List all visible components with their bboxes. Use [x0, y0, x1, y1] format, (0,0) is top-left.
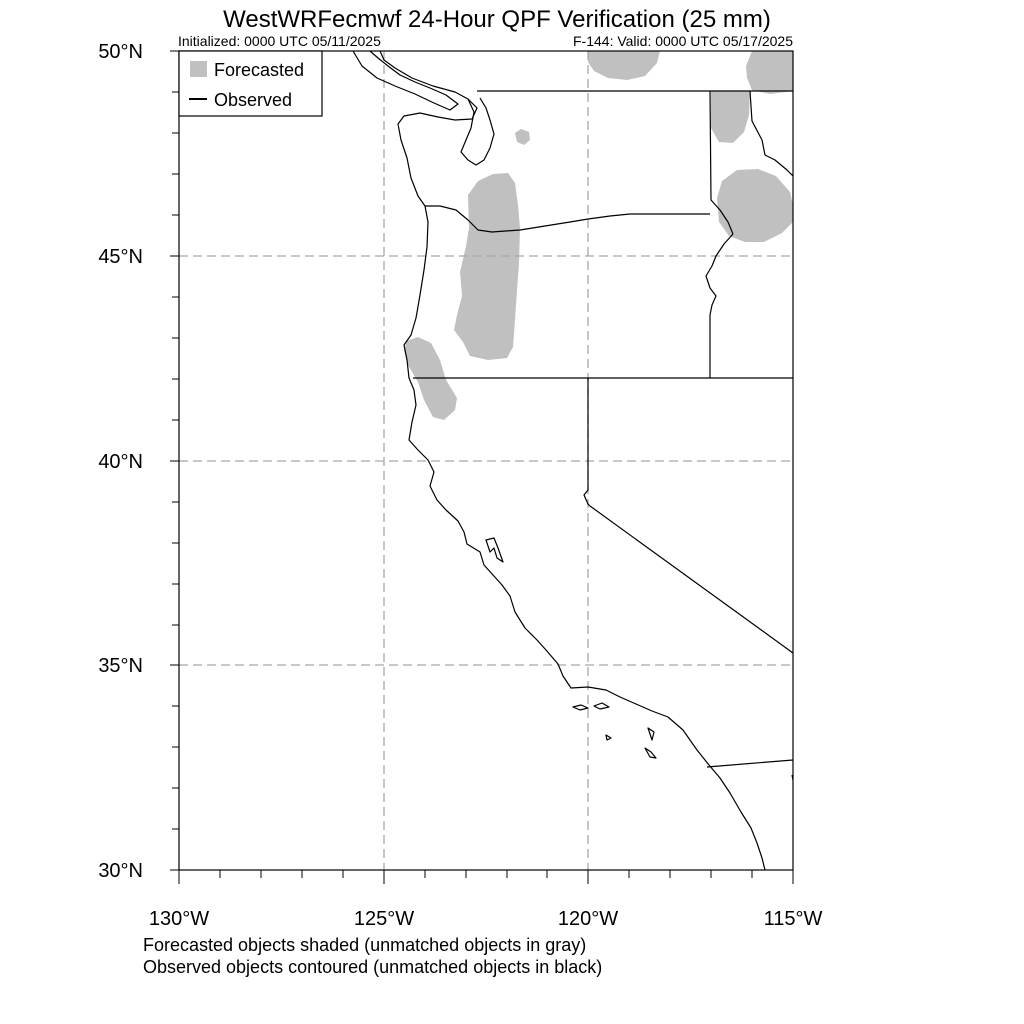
lat-label-35n: 35°N: [98, 655, 143, 677]
forecast-object-idaho: [717, 169, 793, 242]
channel-islands-4: [648, 728, 654, 740]
id-mt-border: [750, 91, 793, 176]
lat-label-45n: 45°N: [98, 246, 143, 268]
forecast-swatch: [190, 61, 207, 77]
footer-line-1: Forecasted objects shaded (unmatched objects in gray): [143, 935, 587, 955]
legend-observed-label: Observed: [214, 90, 293, 110]
map-area: [179, 51, 793, 870]
lat-label-40n: 40°N: [98, 451, 143, 473]
lat-label-30n: 30°N: [98, 860, 143, 882]
legend: [179, 51, 322, 116]
lon-label-115w: 115°W: [763, 908, 823, 930]
gridlines: [179, 51, 793, 870]
lon-label-120w: 120°W: [557, 908, 619, 930]
channel-islands-5: [645, 748, 656, 758]
vancouver-island: [353, 51, 458, 110]
forecast-object-ne: [746, 51, 793, 94]
forecast-object-idaho-n: [711, 91, 750, 143]
us-mexico-border: [707, 760, 793, 767]
valid-time: F-144: Valid: 0000 UTC 05/17/2025: [573, 33, 793, 49]
channel-islands-1: [573, 705, 588, 710]
lon-label-130w: 130°W: [148, 908, 210, 930]
forecast-object-bc: [588, 51, 660, 80]
forecast-object-small: [515, 129, 530, 145]
initialized-time: Initialized: 0000 UTC 05/11/2025: [178, 33, 381, 49]
map-title: WestWRFecmwf 24-Hour QPF Verification (25 mm): [223, 6, 771, 33]
ca-nv-border: [584, 378, 793, 653]
lat-label-50n: 50°N: [98, 41, 143, 63]
longitude-labels: [149, 908, 823, 930]
channel-islands-3: [606, 735, 611, 740]
footer-line-2: Observed objects contoured (unmatched objects in black): [143, 957, 603, 977]
forecast-object-oregon: [454, 173, 520, 360]
sf-bay: [486, 538, 503, 562]
channel-islands-2: [594, 703, 609, 709]
latitude-labels: [98, 41, 143, 882]
forecast-objects: [404, 51, 793, 420]
lon-label-125w: 125°W: [353, 908, 415, 930]
legend-forecasted-label: Forecasted: [214, 60, 305, 80]
wa-or-border: [425, 206, 710, 232]
axis-ticks: [170, 51, 793, 884]
